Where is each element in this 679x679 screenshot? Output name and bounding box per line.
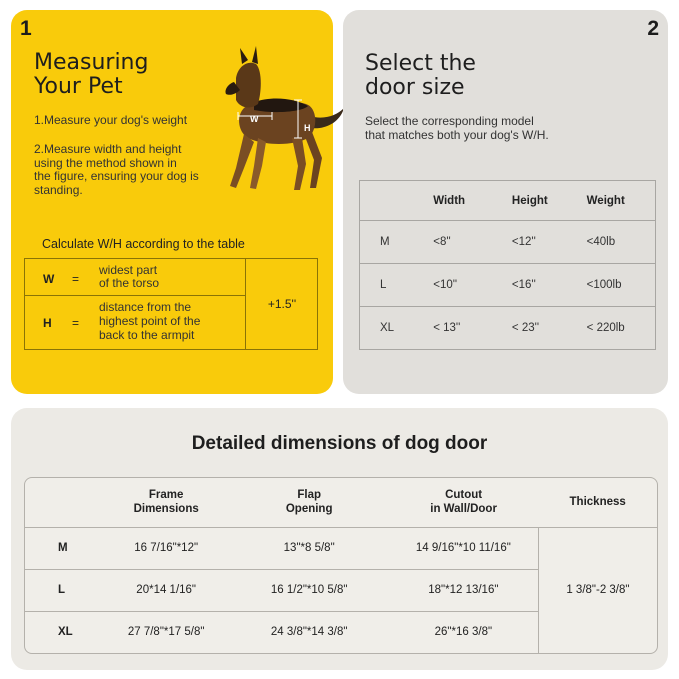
calc-title: Calculate W/H according to the table (42, 237, 245, 251)
w-desc-line1: widest part (99, 263, 158, 277)
header-cutout: Cutout in Wall/Door (430, 489, 497, 516)
measuring-panel (11, 10, 333, 394)
h-equals: = (72, 316, 80, 330)
dim-m-flap: 13"*8 5/8" (229, 527, 388, 569)
size-xl-weight: < 220lb (587, 307, 656, 350)
dog-width-label: W (250, 114, 259, 124)
size-l-weight: <100lb (587, 264, 656, 307)
dimensions-table-header (25, 478, 657, 527)
size-table (359, 180, 656, 350)
wh-formula-table (24, 258, 318, 350)
h-desc-line2: highest point of the (99, 314, 201, 328)
size-m-weight: <40lb (587, 221, 656, 264)
size-xl-width: < 13'' (433, 307, 512, 350)
size-table-header (360, 181, 656, 221)
size-l-height: <16'' (512, 264, 587, 307)
size-header-height: Height (511, 194, 548, 207)
h-letter: H (43, 316, 52, 330)
step-number-1: 1 (20, 17, 32, 40)
size-label-m: M (360, 221, 434, 264)
dim-label-l: L (25, 569, 103, 611)
dim-xl-cutout: 26"*16 3/8" (389, 611, 538, 653)
h-desc-line3: back to the armpit (99, 328, 195, 342)
size-m-width: <8'' (433, 221, 512, 264)
door-size-desc-line2: that matches both your dog's W/H. (365, 128, 549, 142)
dim-thickness: 1 3/8"-2 3/8" (538, 527, 657, 653)
table-row (360, 264, 656, 307)
measuring-title-line1: Measuring (34, 50, 149, 75)
header-thickness: Thickness (569, 496, 626, 509)
step2-line4: standing. (34, 182, 83, 197)
door-size-title-line1: Select the (365, 51, 476, 76)
dim-xl-frame: 27 7/8"*17 5/8" (103, 611, 230, 653)
dim-m-cutout: 14 9/16"*10 11/16" (389, 527, 538, 569)
step2-line2: using the method shown in (34, 155, 177, 170)
table-row (25, 527, 657, 569)
dim-xl-flap: 24 3/8"*14 3/8" (229, 611, 388, 653)
size-header-width: Width (433, 194, 466, 207)
step-number-2: 2 (647, 17, 659, 40)
door-size-desc-line1: Select the corresponding model (365, 114, 534, 128)
header-flap-opening: Flap Opening (285, 489, 333, 516)
size-label-l: L (360, 264, 434, 307)
h-desc-line1: distance from the (99, 300, 192, 314)
dimensions-table (24, 477, 658, 654)
dimensions-panel (11, 408, 668, 670)
w-equals: = (72, 272, 80, 286)
dog-height-label: H (304, 123, 311, 133)
door-size-title-line2: door size (365, 75, 465, 100)
size-label-xl: XL (360, 307, 434, 350)
plus-allowance: +1.5'' (267, 297, 297, 311)
dim-l-frame: 20*14 1/16" (103, 569, 230, 611)
dim-label-m: M (25, 527, 103, 569)
size-header-weight: Weight (586, 194, 625, 207)
size-m-height: <12'' (512, 221, 587, 264)
dim-l-cutout: 18"*12 13/16" (389, 569, 538, 611)
german-shepherd-illustration (214, 38, 349, 203)
step1-text: 1.Measure your dog's weight (34, 113, 188, 127)
header-frame-dimensions: Frame Dimensions (133, 489, 199, 516)
door-size-panel (343, 10, 668, 394)
table-row (360, 307, 656, 350)
step2-line3: the figure, ensuring your dog is (34, 169, 199, 183)
w-desc-line2: of the torso (99, 276, 160, 290)
w-letter: W (43, 272, 55, 286)
dimensions-title: Detailed dimensions of dog door (191, 433, 488, 454)
step2-line1: 2.Measure width and height (34, 142, 182, 156)
size-xl-height: < 23'' (512, 307, 587, 350)
dim-label-xl: XL (25, 611, 103, 653)
size-l-width: <10'' (433, 264, 512, 307)
dim-l-flap: 16 1/2"*10 5/8" (229, 569, 388, 611)
dim-m-frame: 16 7/16"*12" (103, 527, 230, 569)
table-row (360, 221, 656, 264)
measuring-title-line2: Your Pet (34, 74, 123, 99)
